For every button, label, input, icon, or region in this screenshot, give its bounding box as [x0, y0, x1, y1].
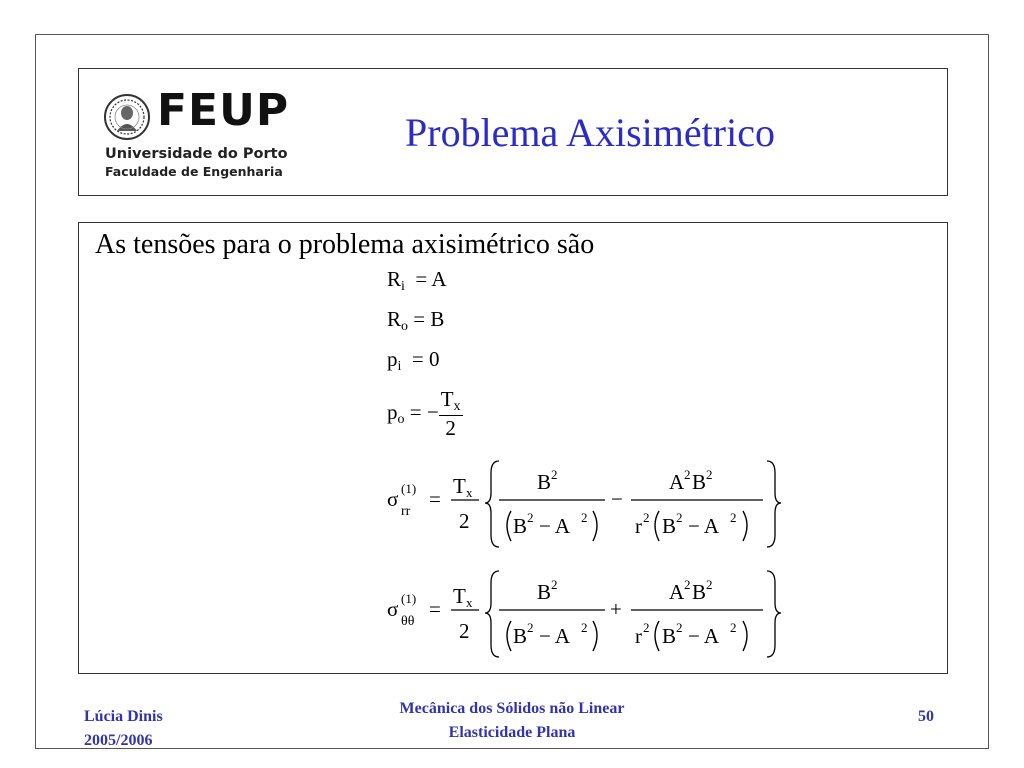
svg-text:2: 2 — [643, 620, 650, 635]
university-name: Universidade do Porto — [105, 146, 288, 162]
svg-text:2: 2 — [706, 467, 713, 482]
slide-content — [78, 222, 948, 674]
svg-text:−: − — [611, 487, 623, 511]
svg-text:2: 2 — [706, 577, 713, 592]
footer-year: 2005/2006 — [84, 732, 153, 749]
university-seal-icon — [103, 93, 151, 141]
svg-text:=: = — [429, 487, 441, 511]
svg-text:− A: − A — [539, 624, 571, 648]
svg-text:B: B — [662, 624, 677, 648]
svg-text:2: 2 — [730, 510, 737, 525]
svg-text:− A: − A — [688, 624, 720, 648]
svg-text:2: 2 — [730, 620, 737, 635]
svg-text:A: A — [669, 470, 685, 494]
svg-text:T: T — [453, 584, 466, 608]
svg-text:2: 2 — [459, 619, 470, 643]
svg-text:r: r — [635, 514, 642, 538]
svg-text:B: B — [537, 580, 552, 604]
svg-text:2: 2 — [676, 620, 683, 635]
svg-text:A: A — [669, 580, 685, 604]
svg-text:+: + — [610, 597, 622, 621]
svg-text:B: B — [692, 470, 707, 494]
footer-author: Lúcia Dinis — [84, 708, 163, 725]
svg-text:B: B — [537, 470, 552, 494]
svg-text:2: 2 — [527, 510, 534, 525]
equation-6-render — [379, 563, 799, 663]
svg-text:2: 2 — [684, 577, 691, 592]
svg-text:B: B — [692, 580, 707, 604]
equation-3-render: $p_i = 0$ — [387, 347, 440, 374]
svg-text:2: 2 — [527, 620, 534, 635]
equation-4-render: $p_o$ = − $\frac{T_x}{2}$ — [387, 387, 461, 440]
svg-text:2: 2 — [551, 577, 558, 592]
svg-text:(1): (1) — [401, 591, 417, 606]
svg-text:2: 2 — [643, 510, 650, 525]
svg-text:(1): (1) — [401, 481, 417, 496]
svg-text:x: x — [466, 595, 473, 610]
svg-text:rr: rr — [401, 504, 411, 519]
svg-text:r: r — [635, 624, 642, 648]
slide-header — [78, 68, 948, 196]
svg-text:2: 2 — [551, 467, 558, 482]
svg-text:B: B — [513, 624, 528, 648]
svg-text:2: 2 — [684, 467, 691, 482]
svg-text:− A: − A — [688, 514, 720, 538]
svg-text:2: 2 — [581, 510, 588, 525]
equation-5-render — [379, 453, 799, 553]
slide-title: Problema Axisimétrico — [405, 110, 775, 155]
svg-text:2: 2 — [581, 620, 588, 635]
svg-text:− A: − A — [539, 514, 571, 538]
svg-text:2: 2 — [459, 509, 470, 533]
svg-text:B: B — [513, 514, 528, 538]
svg-text:σ: σ — [387, 487, 399, 511]
footer-topic: Elasticidade Plana — [448, 724, 576, 741]
svg-text:x: x — [466, 485, 473, 500]
svg-text:θθ: θθ — [401, 614, 415, 629]
footer-course: Mecânica dos Sólidos não Linear — [399, 700, 625, 717]
svg-text:2: 2 — [676, 510, 683, 525]
footer-page-number: 50 — [918, 708, 934, 725]
brand-name: FEUP — [157, 85, 290, 136]
svg-text:σ: σ — [387, 597, 399, 621]
feup-logo — [103, 85, 323, 181]
intro-text: As tensões para o problema axisimétrico são — [95, 229, 595, 260]
svg-text:=: = — [429, 597, 441, 621]
equation-2-render: $R_o = B$ — [387, 307, 445, 334]
svg-text:B: B — [662, 514, 677, 538]
equation-1-render: $R_i = A$ — [387, 267, 447, 294]
faculty-name: Faculdade de Engenharia — [105, 164, 283, 179]
svg-text:T: T — [453, 474, 466, 498]
